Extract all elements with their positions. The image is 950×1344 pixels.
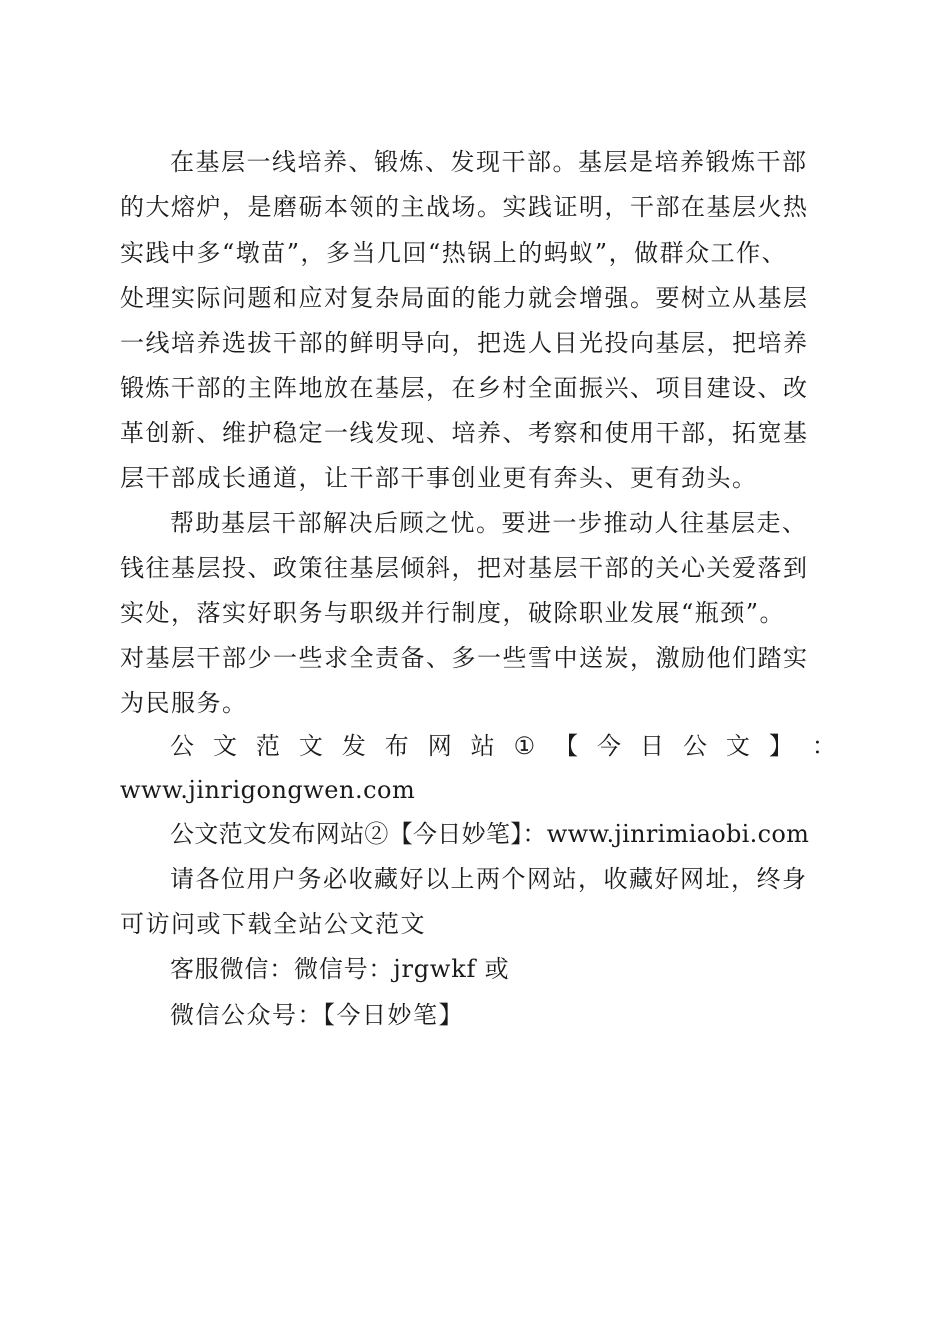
site1-char: 布	[384, 732, 409, 760]
site1-char: 公	[682, 732, 707, 760]
paragraph2-line-4: 对基层干部少一些求全责备、多一些雪中送炭，激励他们踏实	[120, 644, 809, 672]
site1-char: 文	[212, 732, 237, 760]
site2-line: 公文范文发布网站②【今日妙笔】：www.jinrimiaobi.com	[170, 820, 810, 848]
official-account-line: 微信公众号：【今日妙笔】	[170, 1001, 464, 1029]
paragraph2-line-2: 钱往基层投、政策往基层倾斜，把对基层干部的关心关爱落到	[120, 554, 809, 582]
site1-char: 】	[768, 732, 793, 760]
site1-url[interactable]: www.jinrigongwen.com	[120, 776, 416, 804]
site1-char: ：	[811, 732, 836, 760]
notice-line-1: 请各位用户务必收藏好以上两个网站，收藏好网址，终身	[170, 865, 808, 893]
site1-char: 文	[725, 732, 750, 760]
paragraph1-line-3: 实践中多“墩苗”，多当几回“热锅上的蚂蚁”，做群众工作、	[120, 239, 788, 267]
site1-char: 文	[298, 732, 323, 760]
site1-char: 网	[427, 732, 452, 760]
paragraph1-line-5: 一线培养选拔干部的鲜明导向，把选人目光投向基层，把培养	[120, 329, 809, 357]
paragraph1-line-4: 处理实际问题和应对复杂局面的能力就会增强。要树立从基层	[120, 284, 809, 312]
site1-char: 【	[554, 732, 579, 760]
site1-char: 范	[255, 732, 280, 760]
paragraph1-line-8: 层干部成长通道，让干部干事创业更有奔头、更有劲头。	[120, 464, 758, 492]
paragraph1-line-1: 在基层一线培养、锻炼、发现干部。基层是培养锻炼干部	[170, 148, 808, 176]
wechat-line: 客服微信：微信号：jrgwkf 或	[170, 955, 510, 983]
site1-char: 发	[341, 732, 366, 760]
notice-line-2: 可访问或下载全站公文范文	[120, 910, 426, 938]
site1-char: 日	[640, 732, 664, 760]
site1-char: ①	[513, 732, 536, 760]
paragraph2-line-3: 实处，落实好职务与职级并行制度，破除职业发展“瓶颈”。	[120, 599, 786, 627]
paragraph2-line-1: 帮助基层干部解决后顾之忧。要进一步推动人往基层走、	[170, 509, 808, 537]
paragraph1-line-6: 锻炼干部的主阵地放在基层，在乡村全面振兴、项目建设、改	[120, 374, 809, 402]
site1-char: 公	[170, 732, 194, 760]
site1-char: 今	[597, 732, 622, 760]
site1-char: 站	[470, 732, 495, 760]
paragraph1-line-7: 革创新、维护稳定一线发现、培养、考察和使用干部，拓宽基	[120, 419, 809, 447]
paragraph2-line-5: 为民服务。	[120, 689, 248, 717]
site1-label	[170, 731, 836, 761]
paragraph1-line-2: 的大熔炉，是磨砺本领的主战场。实践证明，干部在基层火热	[120, 193, 809, 221]
